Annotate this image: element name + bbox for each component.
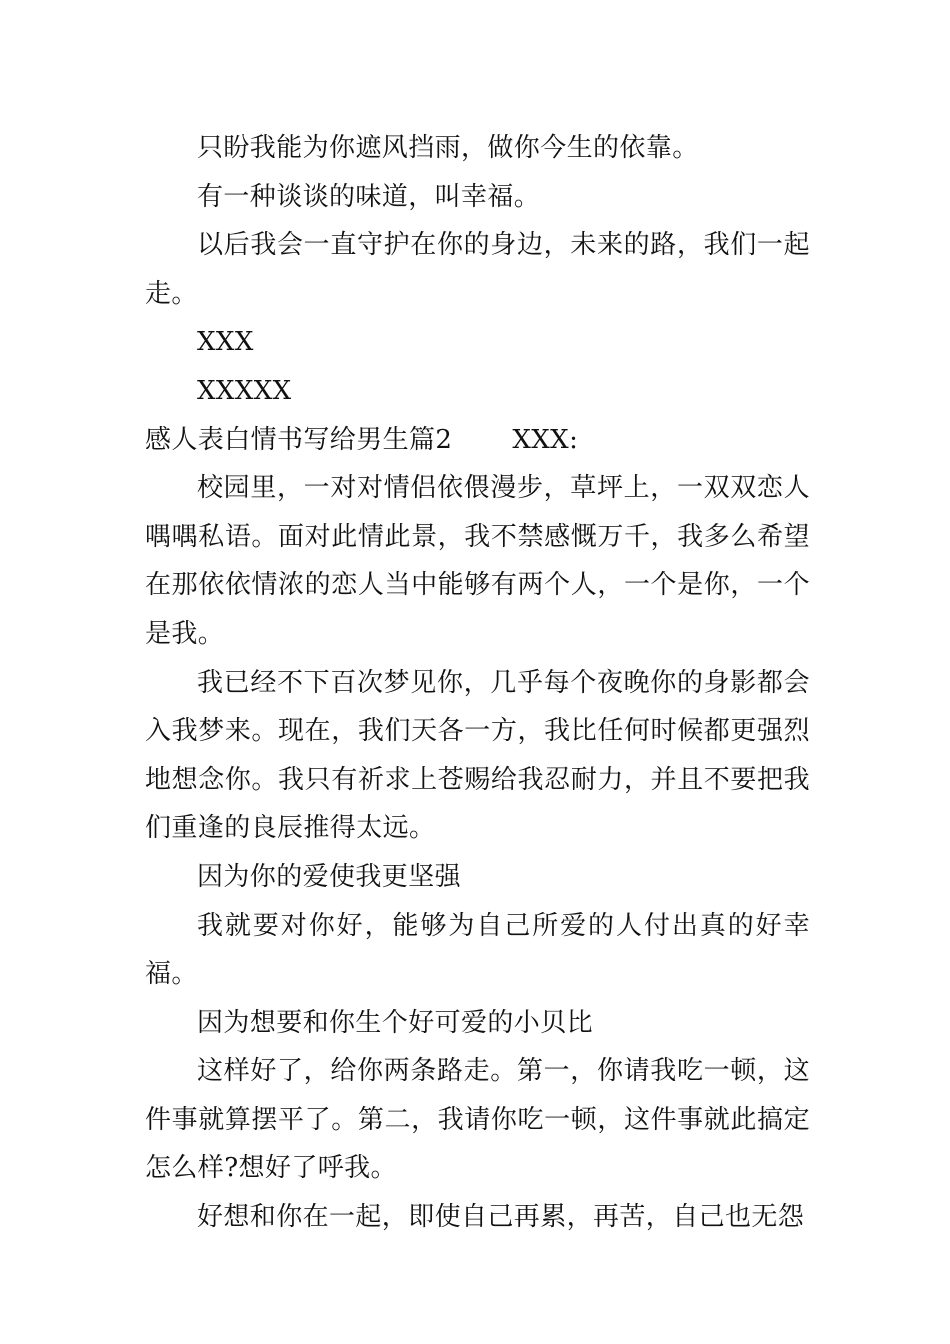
document-body bbox=[145, 124, 810, 1242]
paragraph: 以后我会一直守护在你的身边，未来的路，我们一起走。 bbox=[145, 230, 810, 309]
paragraph: 这样好了，给你两条路走。第一，你请我吃一顿，这件事就算摆平了。第二，我请你吃一顿，这件事就此搞定怎么样?想好了呼我。 bbox=[145, 1056, 810, 1184]
signature-name: XXX bbox=[197, 327, 254, 358]
paragraph: 我就要对你好，能够为自己所爱的人付出真的好幸福。 bbox=[145, 910, 810, 990]
signature-date: XXXXX bbox=[197, 375, 292, 406]
letter-salutation: XXX: bbox=[512, 424, 579, 455]
paragraph: 因为想要和你生个好可爱的小贝比 bbox=[197, 1007, 594, 1038]
paragraph: 只盼我能为你遮风挡雨，做你今生的依靠。 bbox=[197, 133, 699, 163]
paragraph: 校园里，一对对情侣依偎漫步，草坪上，一双双恋人喁喁私语。面对此情此景，我不禁感慨万千，我多么希望在那依依情浓的恋人当中能够有两个人，一个是你，一个是我。 bbox=[145, 473, 810, 649]
paragraph: 因为你的爱使我更坚强 bbox=[197, 861, 462, 892]
paragraph: 好想和你在一起，即使自己再累，再苦，自己也无怨 bbox=[197, 1202, 805, 1233]
section-heading bbox=[145, 416, 810, 465]
paragraph: 有一种谈谈的味道，叫幸福。 bbox=[197, 181, 541, 212]
paragraph: 我已经不下百次梦见你，几乎每个夜晚你的身影都会入我梦来。现在，我们天各一方，我比任何时候都更强烈地想念你。我只有祈求上苍赐给我忍耐力，并且不要把我们重逢的良辰推得太远。 bbox=[145, 667, 810, 844]
section-title: 感人表白情书写给男生篇2 bbox=[145, 424, 453, 455]
